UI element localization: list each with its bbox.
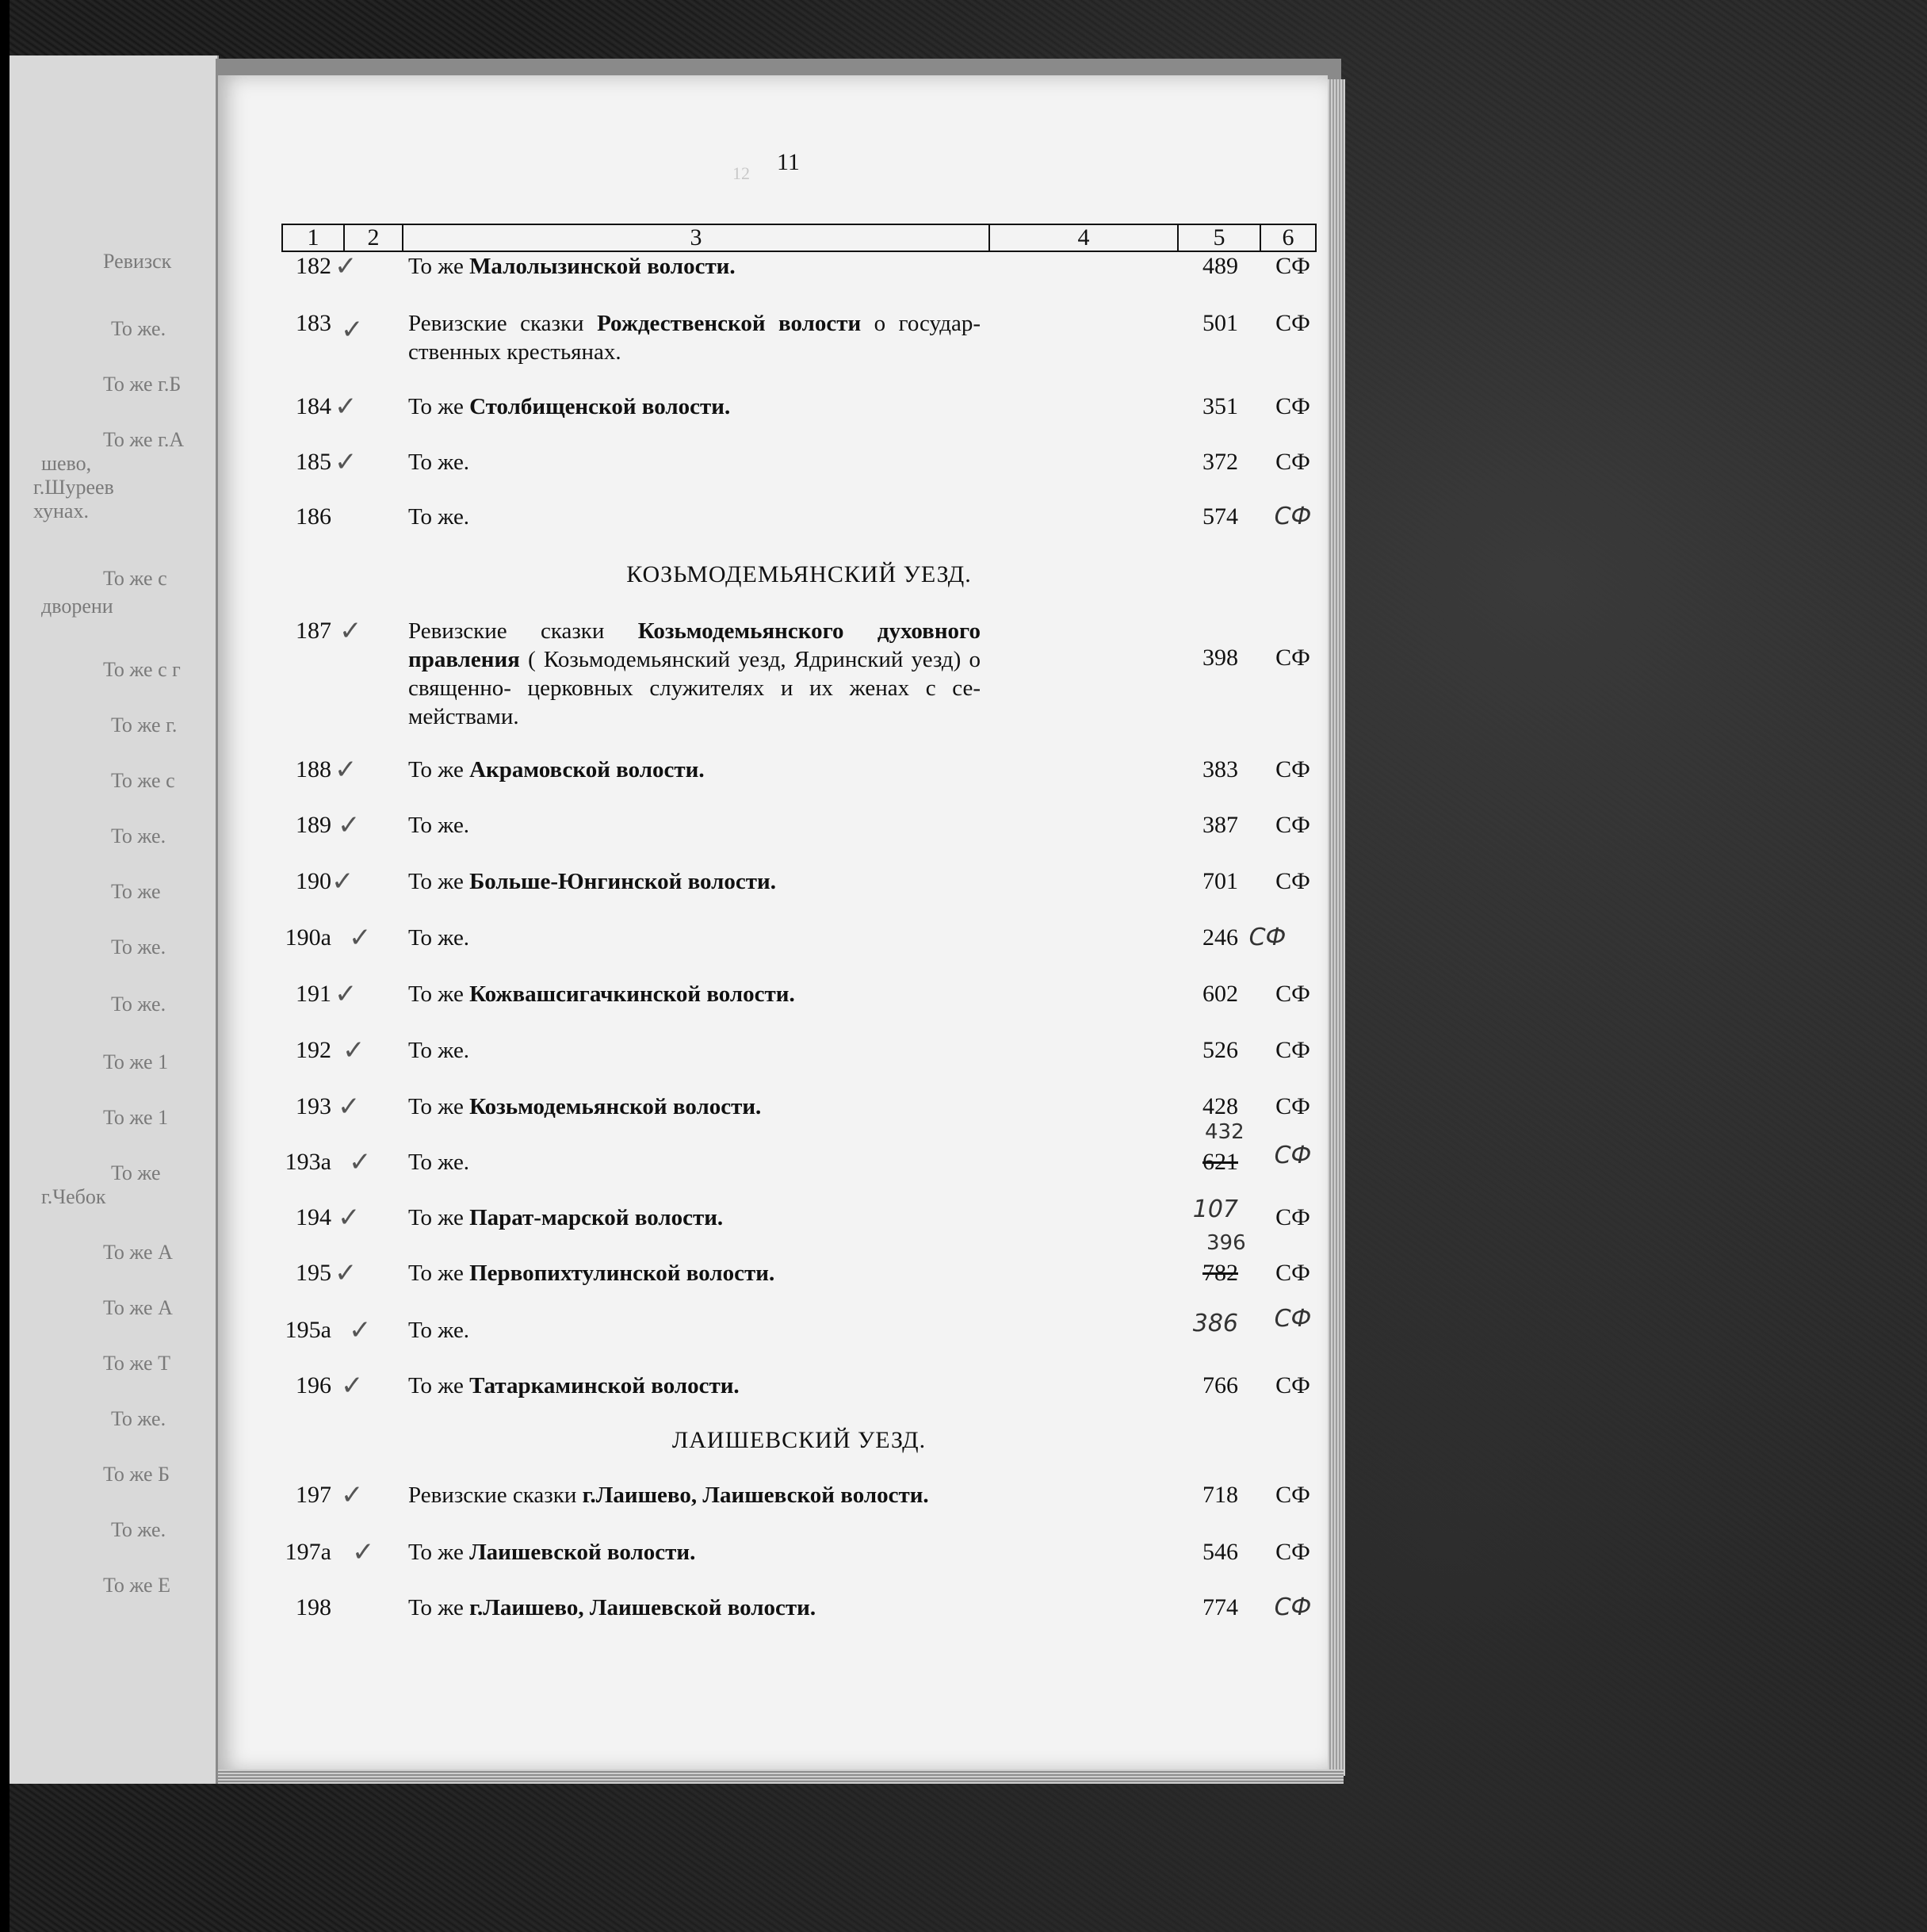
row-count: 428 <box>1202 1093 1238 1119</box>
row-description: То же Малолызинской волости. <box>408 254 736 279</box>
row-number: 197 <box>296 1482 331 1508</box>
row-description: То же Парат-марской волости. <box>408 1205 724 1230</box>
row-number: 185 <box>296 449 331 475</box>
check-mark-icon: ✓ <box>341 314 364 346</box>
row-description: То же. <box>408 504 470 530</box>
row-count: 782 <box>1202 1260 1238 1286</box>
row-number: 195а <box>285 1317 331 1343</box>
page-bottom-stack <box>218 1769 1344 1784</box>
check-mark-icon: ✓ <box>342 1035 365 1066</box>
check-mark-icon: ✓ <box>349 1314 372 1346</box>
film-edge <box>0 0 10 1932</box>
row-code: СФ <box>1275 310 1310 336</box>
row-number: 195 <box>296 1260 331 1286</box>
row-description: То же. <box>408 1038 470 1063</box>
row-code: СФ <box>1274 1593 1312 1621</box>
row-count: 489 <box>1202 253 1238 279</box>
row-number: 193а <box>285 1149 331 1175</box>
column-header: 6 <box>1282 224 1294 251</box>
row-count: 766 <box>1202 1372 1238 1398</box>
row-number: 190а <box>285 924 331 951</box>
column-header: 1 <box>283 225 345 251</box>
row-number: 192 <box>296 1037 331 1063</box>
row-count: 387 <box>1202 812 1238 838</box>
previous-page-line: хунах. <box>33 499 89 522</box>
previous-page-line: То же. <box>111 993 166 1016</box>
previous-page-line: То же <box>111 880 161 903</box>
row-number: 188 <box>296 756 331 782</box>
row-description: То же Татаркаминской волости. <box>408 1373 740 1398</box>
check-mark-icon: ✓ <box>349 1146 372 1178</box>
row-description: То же Акрамовской волости. <box>408 757 705 782</box>
previous-page-line: То же Е <box>103 1574 170 1597</box>
row-description: То же. <box>408 813 470 838</box>
previous-page-line: г.Чебок <box>41 1185 106 1208</box>
row-count: 246 <box>1202 924 1238 951</box>
row-count: 383 <box>1202 756 1238 782</box>
previous-page-line: То же <box>111 1161 161 1184</box>
previous-page-line: То же г.Б <box>103 373 182 396</box>
previous-page-line: шево, <box>41 452 92 475</box>
previous-page-line: То же 1 <box>103 1106 169 1129</box>
row-code: СФ <box>1275 1372 1310 1398</box>
row-count: 526 <box>1202 1037 1238 1063</box>
row-count: 774 <box>1202 1594 1238 1620</box>
row-count: 107 <box>1192 1196 1238 1223</box>
handwritten-correction: 396 <box>1206 1231 1246 1255</box>
row-count: 398 <box>1202 645 1238 671</box>
check-mark-icon: ✓ <box>338 1091 361 1123</box>
row-number: 190 <box>296 868 331 894</box>
column-header: 4 <box>990 225 1179 251</box>
row-code: СФ <box>1275 868 1310 894</box>
previous-page <box>10 55 219 1784</box>
row-count: 386 <box>1192 1310 1238 1337</box>
previous-page-line: г.Шуреев <box>33 476 114 499</box>
check-mark-icon: ✓ <box>341 1370 364 1402</box>
row-description: То же. <box>408 925 470 951</box>
previous-page-line: дворени <box>41 595 113 618</box>
row-count: 351 <box>1202 393 1238 419</box>
row-code: СФ <box>1275 449 1310 475</box>
row-code: СФ <box>1275 253 1310 279</box>
column-header: 5 <box>1179 225 1261 251</box>
check-mark-icon: ✓ <box>335 754 357 786</box>
row-count: 718 <box>1202 1482 1238 1508</box>
check-mark-icon: ✓ <box>341 1479 364 1511</box>
row-code: СФ <box>1275 645 1310 671</box>
row-description: То же. <box>408 450 470 475</box>
check-mark-icon: ✓ <box>339 615 362 647</box>
row-count: 574 <box>1202 503 1238 530</box>
check-mark-icon: ✓ <box>338 1202 361 1234</box>
previous-page-line: То же с г <box>103 658 181 681</box>
handwritten-correction: 432 <box>1205 1120 1245 1144</box>
previous-page-line: То же. <box>111 317 166 340</box>
row-number: 193 <box>296 1093 331 1119</box>
row-code: СФ <box>1275 1260 1310 1286</box>
section-heading: ЛАИШЕВСКИЙ УЕЗД. <box>671 1427 927 1453</box>
row-number: 186 <box>296 503 331 530</box>
ghost-page-number: 12 <box>732 163 750 183</box>
previous-page-line: То же А <box>103 1241 173 1264</box>
previous-page-line: То же Б <box>103 1463 170 1486</box>
row-description: Ревизские сказки Козьмодемьянского духовного правления ( Козьмодемьянский уезд, Ядринский уезд) о священно- церковных служителях и их женах с се-мействами. <box>408 618 981 729</box>
row-count: 602 <box>1202 981 1238 1007</box>
row-number: 187 <box>296 618 331 644</box>
row-description: То же Козьмодемьянской волости. <box>408 1094 762 1119</box>
row-description: То же. <box>408 1318 470 1343</box>
row-code: СФ <box>1275 1204 1310 1230</box>
row-count: 621 <box>1202 1149 1238 1175</box>
row-count: 546 <box>1202 1539 1238 1565</box>
row-description: То же г.Лаишево, Лаишевской волости. <box>408 1595 816 1620</box>
check-mark-icon: ✓ <box>352 1536 375 1568</box>
row-description: То же Первопихтулинской волости. <box>408 1261 775 1286</box>
row-number: 194 <box>296 1204 331 1230</box>
previous-page-line: То же с <box>103 567 167 590</box>
check-mark-icon: ✓ <box>335 446 357 478</box>
row-code: СФ <box>1275 393 1310 419</box>
row-code: СФ <box>1248 924 1287 951</box>
previous-page-line: То же. <box>111 1407 166 1430</box>
column-header: 3 <box>403 225 990 251</box>
check-mark-icon: ✓ <box>335 251 357 282</box>
check-mark-icon: ✓ <box>335 978 357 1010</box>
check-mark-icon: ✓ <box>331 866 354 897</box>
previous-page-line: То же А <box>103 1296 173 1319</box>
row-code: СФ <box>1275 1482 1310 1508</box>
row-count: 372 <box>1202 449 1238 475</box>
previous-page-line: То же г.А <box>103 428 185 451</box>
row-code: СФ <box>1274 1305 1312 1333</box>
row-code: СФ <box>1275 1037 1310 1063</box>
check-mark-icon: ✓ <box>335 1257 357 1289</box>
row-number: 196 <box>296 1372 331 1398</box>
page-number: 11 <box>777 149 800 175</box>
column-header: 2 <box>345 225 403 251</box>
row-description: Ревизские сказки Рождественской волости о государ-ственных крестьянах. <box>408 311 981 365</box>
row-description: Ревизские сказки г.Лаишево, Лаишевской волости. <box>408 1482 929 1508</box>
row-code: СФ <box>1275 1539 1310 1565</box>
row-description: То же Столбищенской волости. <box>408 394 731 419</box>
row-description: То же. <box>408 1150 470 1175</box>
row-description: То же Больше-Юнгинской волости. <box>408 869 777 894</box>
row-number: 191 <box>296 981 331 1007</box>
previous-page-line: То же 1 <box>103 1050 169 1073</box>
row-count: 501 <box>1202 310 1238 336</box>
check-mark-icon: ✓ <box>335 391 357 423</box>
row-code: СФ <box>1274 1142 1312 1169</box>
row-code: СФ <box>1274 503 1312 530</box>
previous-page-line: То же Т <box>103 1352 170 1375</box>
row-code: СФ <box>1275 1093 1310 1119</box>
row-number: 184 <box>296 393 331 419</box>
row-number: 189 <box>296 812 331 838</box>
check-mark-icon: ✓ <box>349 922 372 954</box>
previous-page-line: То же с <box>111 769 175 792</box>
row-code: СФ <box>1275 756 1310 782</box>
row-number: 198 <box>296 1594 331 1620</box>
section-heading: КОЗЬМОДЕМЬЯНСКИЙ УЕЗД. <box>626 561 972 587</box>
row-code: СФ <box>1275 981 1310 1007</box>
row-code: СФ <box>1275 812 1310 838</box>
row-count: 701 <box>1202 868 1238 894</box>
row-description: То же Кожвашсигачкинской волости. <box>408 981 795 1007</box>
previous-page-line: То же. <box>111 1518 166 1541</box>
page-edge-stack <box>1328 79 1345 1776</box>
previous-page-line: То же г. <box>111 714 178 736</box>
row-number: 197а <box>285 1539 331 1565</box>
previous-page-line: То же. <box>111 935 166 958</box>
row-number: 183 <box>296 310 331 336</box>
row-description: То же Лаишевской волости. <box>408 1540 696 1565</box>
row-number: 182 <box>296 253 331 279</box>
check-mark-icon: ✓ <box>338 809 361 841</box>
previous-page-line: Ревизск <box>103 250 172 273</box>
column-header-row <box>281 224 1317 252</box>
previous-page-line: То же. <box>111 824 166 847</box>
